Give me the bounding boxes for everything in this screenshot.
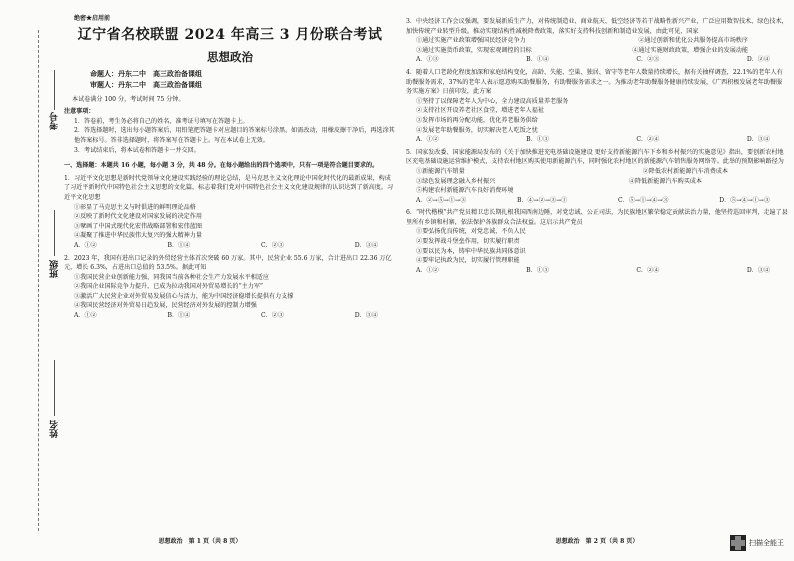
statement: ①彰显了马克思主义与时俱进的鲜明理论品格 bbox=[74, 203, 196, 211]
statement: ①新能源汽车销量 bbox=[416, 167, 465, 175]
kaohao-line bbox=[54, 70, 55, 110]
label-kaohao: 考号 bbox=[50, 112, 60, 130]
question-stem: 4．随着人口老龄化程度加深和家庭结构变化，高龄、失能、空巢、独居、留守等老年人数量持续增长，据有关抽样调查，22.1%的老年人有助餐服务需求，37%的老年人表示愿意购买助餐服务，有助餐服务需求之一。为推动老年助餐服务健康持续发展，《广西积极发展老年助餐服务实施方案》日前印发，此方案 bbox=[406, 68, 783, 96]
exam-intro: 本试卷满分 100 分，考试时间 75 分钟。 bbox=[72, 95, 185, 103]
statement: ④通过实施财政政策，增强企业的发展动能 bbox=[632, 46, 748, 54]
choice-d[interactable]: D．③④ bbox=[354, 312, 378, 320]
choice-d[interactable]: D．③④ bbox=[746, 266, 770, 274]
question-2 bbox=[64, 254, 396, 321]
statement: ②反映了新时代文化建设对国家发展的决定作用 bbox=[74, 213, 202, 221]
statement-row bbox=[406, 46, 788, 56]
statement: ②我国企业国际竞争力提升，已成为拉动我国对外贸易增长的“主力军” bbox=[74, 283, 264, 291]
answer-choices bbox=[406, 266, 788, 276]
question-stem: 6．“时代楷模”共产党员精卫忠长期扎根我国西南边陲，对党忠诚、公正司法，为民族地区繁荣稳定贡献法治力量，他坚持巡回审判，走遍了县里所有乡镇和村寨，依法保护各族群众合法权益。这启示共产党员 bbox=[406, 209, 788, 226]
statement: ③绿色发展理念融入乡村振兴 bbox=[416, 177, 496, 185]
statement-row bbox=[406, 36, 788, 46]
choice-d[interactable]: D．③④ bbox=[354, 241, 378, 249]
statement-row bbox=[406, 167, 788, 177]
choice-a[interactable]: A．①② bbox=[416, 136, 439, 144]
statement: ④我国民营经济对外贸易日趋发展，民营经济对外发展的控制力增强 bbox=[74, 302, 257, 310]
choice-a[interactable]: A．①② bbox=[74, 312, 97, 320]
notes-heading: 注意事项： bbox=[64, 108, 95, 116]
question-4 bbox=[406, 68, 788, 145]
choice-d[interactable]: D．③④ bbox=[746, 136, 770, 144]
banji-line bbox=[54, 210, 55, 256]
statement: ①通过实施产业政策增强国民经济竞争力 bbox=[416, 37, 526, 45]
choice-c[interactable]: C．②③ bbox=[636, 56, 660, 64]
statement: ④凝聚了推进中华民族伟大复兴的强大精神力量 bbox=[74, 232, 202, 240]
page-footer: 思想政治 第 2 页（共 8 页） bbox=[555, 538, 639, 545]
choice-c[interactable]: C．⑤→①→④→③ bbox=[618, 196, 669, 204]
scanner-watermark bbox=[730, 535, 784, 551]
page-2-content bbox=[406, 14, 788, 275]
exam-title: 辽宁省名校联盟 2024 年高三 3 月份联合考试 bbox=[77, 26, 383, 43]
choice-c[interactable]: C．②③ bbox=[261, 312, 284, 320]
statement: ②通过创新和优化公共服务提高市场秩序 bbox=[638, 37, 748, 45]
choice-b[interactable]: B．④→②→③→① bbox=[516, 196, 568, 204]
statement: ③通过实施货币政策，实现宏观调控的目标 bbox=[416, 46, 532, 54]
statement: ③擘画了中国式现代化宏伟战略部署和宏伟蓝图 bbox=[74, 222, 202, 230]
choice-a[interactable]: A．①③ bbox=[416, 56, 439, 64]
choice-b[interactable]: B．①③ bbox=[526, 136, 549, 144]
question-5 bbox=[406, 148, 788, 206]
statement: ③发挥市场的再分配功能，优化养老服务供给 bbox=[416, 116, 538, 124]
statement: ④发展老年助餐服务，切实解决老人吃饭之忧 bbox=[416, 126, 538, 134]
answer-choices bbox=[406, 196, 788, 206]
choice-b[interactable]: B．①④ bbox=[526, 56, 549, 64]
answer-choices bbox=[64, 311, 396, 321]
statement: ①我国民营企业创新能力强，同我国当前各种社会生产力发展水平相适应 bbox=[74, 273, 269, 281]
choice-c[interactable]: C．②④ bbox=[636, 136, 660, 144]
question-1 bbox=[64, 174, 396, 251]
subject-title: 思想政治 bbox=[207, 49, 253, 64]
choice-a[interactable]: A．①② bbox=[416, 266, 439, 274]
answer-choices bbox=[406, 55, 788, 65]
choice-b[interactable]: B．①④ bbox=[167, 241, 191, 249]
statement-row bbox=[406, 177, 788, 187]
binding-gutter bbox=[0, 0, 62, 561]
section-heading: 一、选择题：本题共 16 小题，每小题 3 分，共 48 分。在每小题给出的四个选项中，只有一项是符合题目要求的。 bbox=[64, 162, 379, 170]
xingming-line bbox=[54, 360, 55, 416]
statement: ④降低新能源汽车购买成本 bbox=[628, 177, 702, 185]
statement: ③激活广大民营企业对外贸易发展信心与活力，能为中国经济稳增长提供有力支撑 bbox=[74, 292, 294, 300]
page-2 bbox=[400, 0, 794, 561]
statement: ⑤构建农村新能源汽车良好消费环境 bbox=[416, 187, 514, 195]
choice-c[interactable]: C．②③ bbox=[261, 241, 284, 249]
cut-line bbox=[38, 30, 39, 531]
author-line-2: 审题人：丹东二中 高三政治备课组 bbox=[90, 79, 202, 89]
question-stem: 3．中央经济工作会议强调，要发展新质生产力，对传统制造业、商业航天、低空经济等若干战略性新兴产业，广泛应用数智技术、绿色技术，加快传统产业转型升级。推动实现结构性减税降费政策，落实好支持科技创新和制造业发展，由此可见，国家 bbox=[406, 18, 788, 35]
choice-a[interactable]: A．②→⑤→①→③ bbox=[416, 196, 467, 204]
statement: ②降低农村新能源汽车消费成本 bbox=[642, 167, 728, 175]
author-line-1: 命题人：丹东二中 高三政治备课组 bbox=[90, 68, 202, 78]
choice-a[interactable]: A．①② bbox=[74, 241, 97, 249]
statement: ③要以民为本，铸牢中华民族共同体意识 bbox=[416, 247, 526, 255]
question-stem: 1．习近平文化思想是新时代党领导文化建设实践经验的理论总结，是马克思主义文化理论中国化时代化的最新成果，构成了习近平新时代中国特色社会主义思想的文化篇，标志着我们党对中国特色社会主义文化建设规律的认识达到了新高度。习近平文化思想 bbox=[64, 174, 394, 201]
qr-code-icon bbox=[730, 535, 746, 551]
page-footer: 思想政治 第 1 页（共 8 页） bbox=[158, 538, 242, 545]
label-banji: 班级 bbox=[50, 260, 60, 278]
choice-b[interactable]: B．①③ bbox=[526, 266, 549, 274]
statement: ②支持社区开设养老社区食堂，增进老年人福祉 bbox=[416, 107, 544, 115]
choice-c[interactable]: C．②④ bbox=[636, 266, 660, 274]
choice-b[interactable]: B．①④ bbox=[167, 312, 191, 320]
question-6 bbox=[406, 208, 788, 275]
choice-d[interactable]: D．②④ bbox=[746, 56, 770, 64]
question-3 bbox=[406, 17, 788, 65]
page-1-content bbox=[64, 14, 396, 321]
statement: ④要牢记执政为民，切实履行管理职能 bbox=[416, 257, 520, 265]
note-item: 2．答选择题时，选出每小题答案后，用铅笔把答题卡对应题目的答案标号涂黑。如需改动，用橡皮擦干净后，再选涂其他答案标号。答非选择题时，将答案写在答题卡上。写在本试卷上无效。 bbox=[74, 127, 395, 144]
statement: ①要弘扬优良传统，对党忠诚、不负人民 bbox=[416, 228, 526, 236]
question-stem: 2．2023 年，我国有进出口记录的外贸经营主体首次突破 60 万家。其中，民营企业 55.6 万家，合计进出口 22.36 万亿元，增长 6.3%，占进出口总值的 53.5%。据此可知 bbox=[64, 254, 392, 272]
choice-d[interactable]: D．⑤→④→①→③ bbox=[719, 196, 770, 204]
note-item: 3．考试结束后，将本试卷和答题卡一并交回。 bbox=[74, 146, 200, 154]
label-xingming: 姓名 bbox=[50, 420, 60, 438]
statement: ②要发挥战斗堡垒作用，切实履行职责 bbox=[416, 238, 520, 246]
note-item: 1．答卷前，考生务必将自己的姓名、准考证号填写在答题卡上。 bbox=[74, 117, 249, 125]
statement: ①坚持了以保障老年人为中心，全力建设高质量养老服务 bbox=[416, 97, 569, 105]
question-stem: 5．国家发改委、国家能源局发布的《关于加快推进充电基础设施建设 更好支持新能源汽车下乡和乡村振兴的实施意见》指出，要创新农村地区充电基础设施运营维护模式，支持农村地区购买使用新能源汽车，同时强化农村地区的新能源汽车销售服务网络等。此举的预期影响路径为 bbox=[406, 148, 784, 166]
secret-mark: 绝密★启用前 bbox=[74, 15, 111, 22]
scanner-label: 扫描全能王 bbox=[749, 539, 784, 547]
answer-choices bbox=[64, 241, 396, 251]
answer-choices bbox=[406, 135, 788, 145]
